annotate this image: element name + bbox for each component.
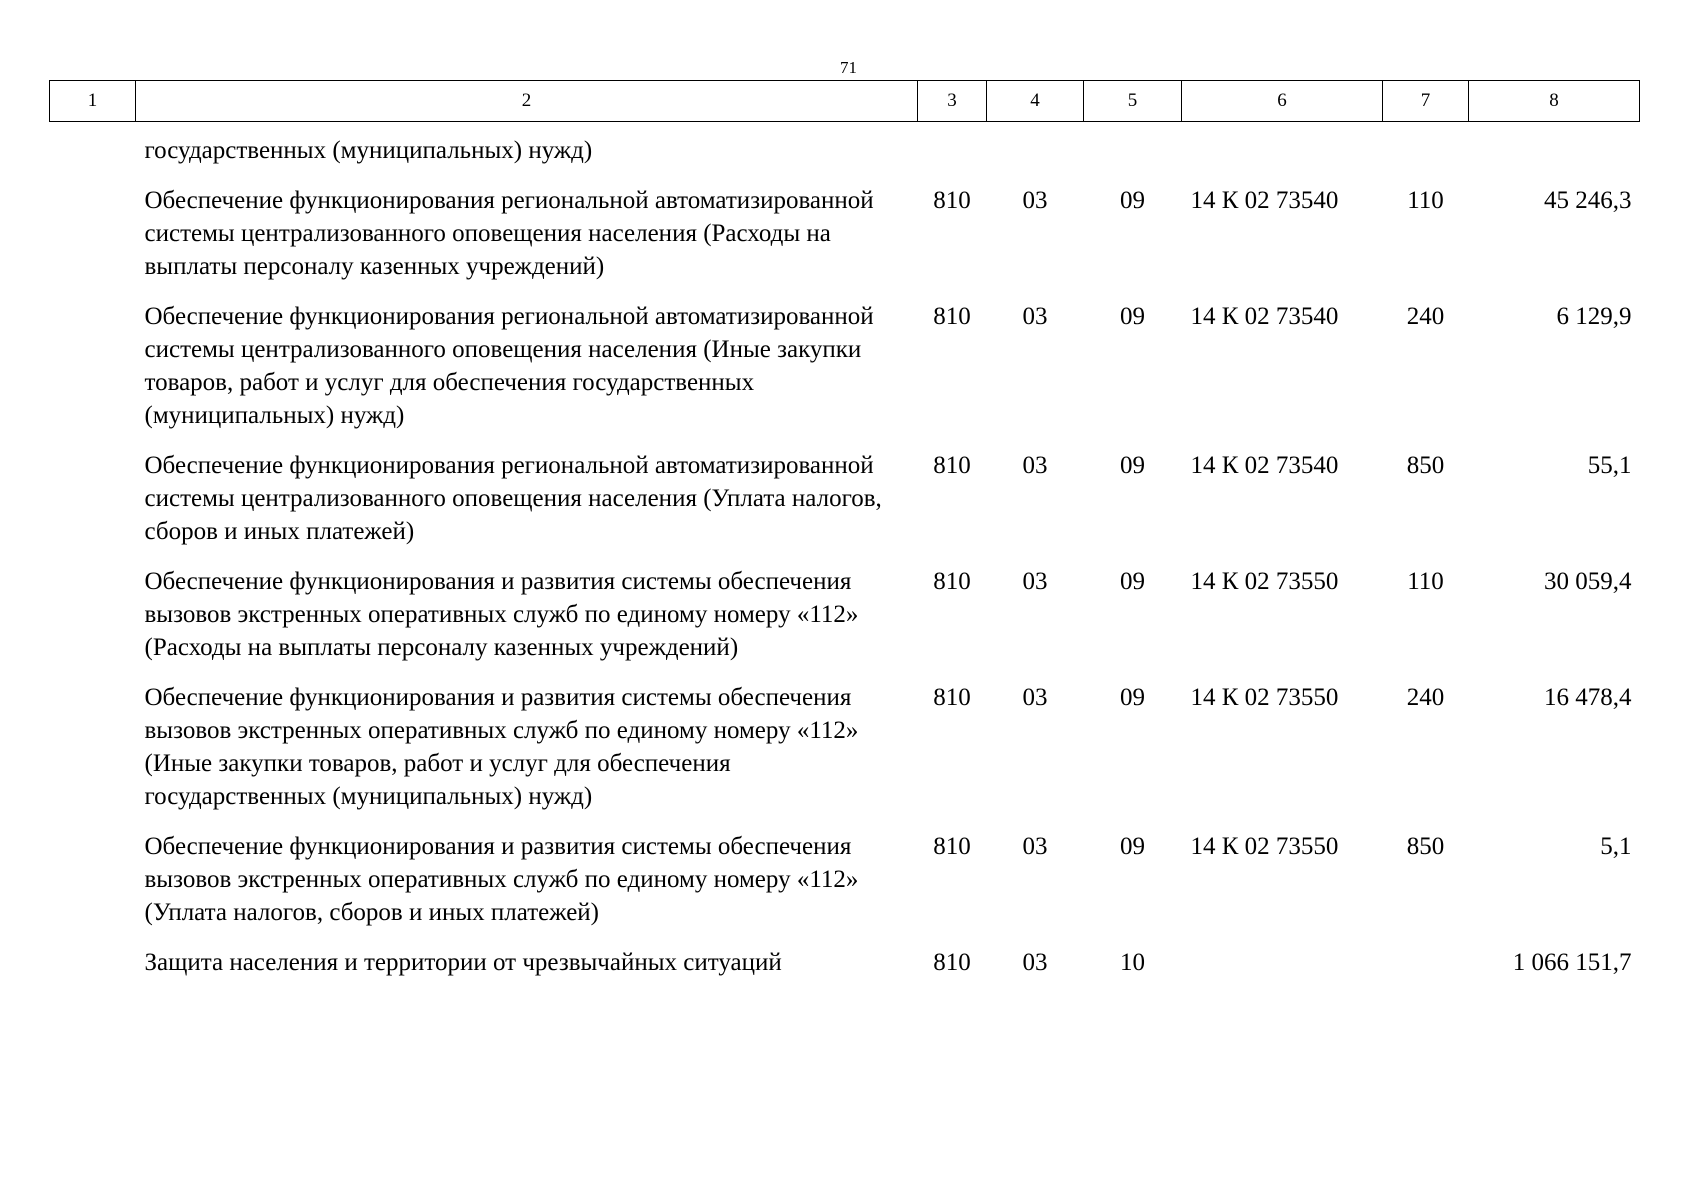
cell-section xyxy=(987,122,1084,185)
column-header-5: 5 xyxy=(1084,81,1182,122)
cell-section: 03 xyxy=(1022,568,1048,595)
column-header-4: 4 xyxy=(987,81,1084,122)
column-header-6: 6 xyxy=(1182,81,1383,122)
cell-col1 xyxy=(50,300,136,449)
cell-section: 03 xyxy=(1022,187,1048,214)
cell-section: 03 xyxy=(1022,303,1048,330)
table-row xyxy=(50,565,1640,681)
table-row xyxy=(50,300,1640,449)
cell-expense-type: 110 xyxy=(1407,187,1444,214)
cell-amount: 6 129,9 xyxy=(1556,303,1632,330)
cell-target-article: 14 К 02 73550 xyxy=(1190,833,1339,860)
row-name: Обеспечение функционирования и развития системы обеспечения вызовов экстренных оперативных служб по единому номеру «112» (Уплата налогов, сборов и иных платежей) xyxy=(144,833,859,926)
cell-target-article: 14 К 02 73540 xyxy=(1190,452,1339,479)
table-row xyxy=(50,946,1640,996)
cell-ministry-code: 810 xyxy=(933,833,971,860)
cell-target-article: 14 К 02 73550 xyxy=(1190,684,1339,711)
row-name: Обеспечение функционирования региональной автоматизированной системы централизованного оповещения населения (Расходы на выплаты персоналу казенных учреждений) xyxy=(144,187,874,280)
column-header-7: 7 xyxy=(1383,81,1469,122)
row-name: Обеспечение функционирования региональной автоматизированной системы централизованного оповещения населения (Уплата налогов, сборов и иных платежей) xyxy=(144,452,882,545)
cell-expense-type xyxy=(1383,946,1469,996)
cell-subsection: 09 xyxy=(1120,303,1145,330)
cell-ministry-code: 810 xyxy=(933,187,971,214)
cell-subsection: 09 xyxy=(1120,452,1145,479)
cell-col1 xyxy=(50,565,136,681)
row-name: Защита населения и территории от чрезвычайных ситуаций xyxy=(144,949,782,976)
cell-section: 03 xyxy=(1022,684,1048,711)
cell-expense-type: 850 xyxy=(1406,833,1445,860)
cell-col1 xyxy=(50,681,136,830)
cell-expense-type: 240 xyxy=(1406,303,1445,330)
header-row xyxy=(50,81,1640,122)
cell-ministry-code: 810 xyxy=(933,568,971,595)
table-row xyxy=(50,681,1640,830)
cell-amount: 1 066 151,7 xyxy=(1512,949,1632,976)
cell-target-article xyxy=(1182,122,1383,185)
cell-section: 03 xyxy=(1022,949,1048,976)
cell-expense-type xyxy=(1383,122,1469,185)
cell-subsection xyxy=(1084,122,1182,185)
column-header-2: 2 xyxy=(136,81,918,122)
cell-target-article xyxy=(1182,946,1383,996)
cell-target-article: 14 К 02 73540 xyxy=(1190,187,1339,214)
column-header-8: 8 xyxy=(1469,81,1640,122)
page-number: 71 xyxy=(840,58,857,77)
table-row xyxy=(50,184,1640,300)
row-name: Обеспечение функционирования региональной автоматизированной системы централизованного оповещения населения (Иные закупки товаров, работ и услуг для обеспечения государственных (муниципальных) нужд) xyxy=(144,303,874,429)
cell-amount: 45 246,3 xyxy=(1544,187,1632,214)
cell-col1 xyxy=(50,946,136,996)
column-header-1: 1 xyxy=(50,81,136,122)
table-row xyxy=(50,449,1640,565)
cell-amount: 16 478,4 xyxy=(1544,684,1632,711)
cell-subsection: 09 xyxy=(1120,833,1145,860)
row-name: Обеспечение функционирования и развития системы обеспечения вызовов экстренных оперативных служб по единому номеру «112» (Иные закупки товаров, работ и услуг для обеспечения государственных (муниципальных) нужд) xyxy=(144,684,859,810)
table-row xyxy=(50,830,1640,946)
cell-ministry-code: 810 xyxy=(933,452,971,479)
cell-ministry-code: 810 xyxy=(933,949,971,976)
cell-subsection: 10 xyxy=(1120,949,1145,976)
cell-subsection: 09 xyxy=(1120,187,1145,214)
cell-col1 xyxy=(50,122,136,185)
budget-table xyxy=(49,80,1640,996)
cell-expense-type: 850 xyxy=(1406,452,1445,479)
cell-amount xyxy=(1469,122,1640,185)
cell-col1 xyxy=(50,449,136,565)
cell-ministry-code: 810 xyxy=(933,303,971,330)
cell-subsection: 09 xyxy=(1120,568,1145,595)
row-name: государственных (муниципальных) нужд) xyxy=(144,137,593,164)
cell-amount: 5,1 xyxy=(1600,833,1632,860)
cell-section: 03 xyxy=(1022,452,1048,479)
cell-amount: 30 059,4 xyxy=(1544,568,1632,595)
cell-amount: 55,1 xyxy=(1587,452,1632,479)
cell-ministry-code xyxy=(918,122,987,185)
cell-col1 xyxy=(50,830,136,946)
cell-expense-type: 240 xyxy=(1406,684,1445,711)
cell-section: 03 xyxy=(1022,833,1048,860)
row-name: Обеспечение функционирования и развития системы обеспечения вызовов экстренных оперативных служб по единому номеру «112» (Расходы на выплаты персоналу казенных учреждений) xyxy=(144,568,859,661)
cell-expense-type: 110 xyxy=(1407,568,1444,595)
column-header-3: 3 xyxy=(918,81,987,122)
cell-target-article: 14 К 02 73550 xyxy=(1190,568,1339,595)
cell-ministry-code: 810 xyxy=(933,684,971,711)
table-row xyxy=(50,122,1640,185)
cell-target-article: 14 К 02 73540 xyxy=(1190,303,1339,330)
cell-subsection: 09 xyxy=(1120,684,1145,711)
cell-col1 xyxy=(50,184,136,300)
